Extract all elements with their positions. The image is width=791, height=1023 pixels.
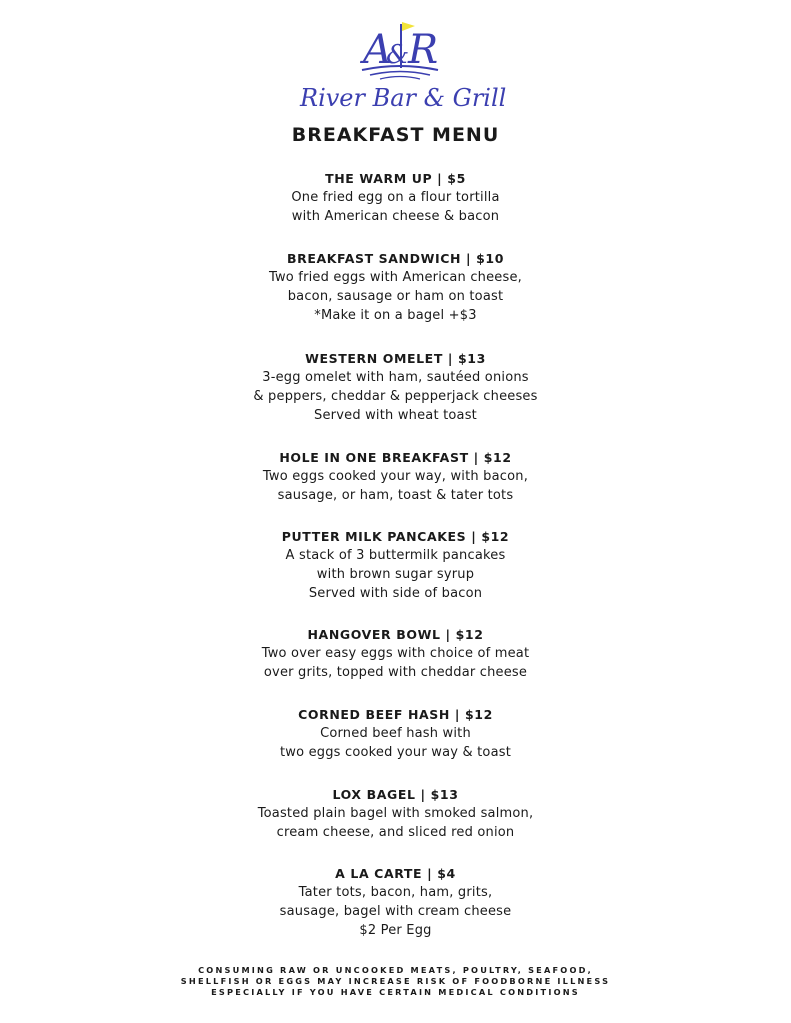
logo-monogram-r: R: [408, 27, 439, 73]
menu-item-description: over grits, topped with cheddar cheese: [263, 665, 528, 680]
menu-item-description: $2 Per Egg: [359, 923, 432, 938]
menu-item: [0, 786, 791, 842]
menu-item-description: Tater tots, bacon, ham, grits,: [298, 885, 493, 900]
menu-item: [0, 626, 791, 682]
menu-item-description: with brown sugar syrup: [316, 567, 475, 582]
menu-item-name: LOX BAGEL | $13: [332, 787, 459, 802]
menu-item: [0, 250, 791, 325]
menu-item-description: Served with side of bacon: [308, 586, 483, 601]
menu-item-name: HOLE IN ONE BREAKFAST | $12: [279, 450, 512, 465]
disclaimer-line: CONSUMING RAW OR UNCOOKED MEATS, POULTRY, SEAFOOD,: [198, 965, 593, 975]
menu-item-description: with American cheese & bacon: [291, 209, 500, 224]
menu-item-name: BREAKFAST SANDWICH | $10: [286, 251, 505, 266]
logo-monogram-amp: &: [386, 40, 410, 70]
menu-item-name: PUTTER MILK PANCAKES | $12: [281, 529, 510, 544]
restaurant-logo: [300, 18, 507, 114]
menu-item: [0, 170, 791, 226]
menu-item-name: THE WARM UP | $5: [325, 171, 466, 186]
menu-item-description: Two fried eggs with American cheese,: [268, 270, 523, 285]
page-title: BREAKFAST MENU: [291, 124, 500, 146]
menu-item-description: two eggs cooked your way & toast: [279, 745, 512, 760]
disclaimer-line: SHELLFISH OR EGGS MAY INCREASE RISK OF FOODBORNE ILLNESS: [180, 976, 611, 986]
menu-item-description: bacon, sausage or ham on toast: [287, 289, 504, 304]
menu-item: [0, 528, 791, 603]
menu-item-description: Corned beef hash with: [320, 726, 471, 741]
menu-item-name: HANGOVER BOWL | $12: [307, 627, 484, 642]
menu-item-description: *Make it on a bagel +$3: [314, 308, 477, 323]
menu-item-description: 3-egg omelet with ham, sautéed onions: [262, 370, 529, 385]
menu-item-name: A LA CARTE | $4: [335, 866, 456, 881]
menu-item-description: Toasted plain bagel with smoked salmon,: [257, 806, 534, 821]
logo-monogram-a: A: [363, 27, 392, 73]
menu-item: [0, 449, 791, 505]
menu-item: [0, 350, 791, 425]
menu-item-description: sausage, bagel with cream cheese: [279, 904, 512, 919]
menu-item-description: Two eggs cooked your way, with bacon,: [262, 469, 529, 484]
menu-item: [0, 865, 791, 940]
menu-item-description: sausage, or ham, toast & tater tots: [277, 488, 514, 503]
menu-item-description: & peppers, cheddar & pepperjack cheeses: [253, 389, 538, 404]
logo-script-text: River Bar & Grill: [300, 84, 507, 112]
menu-item-description: One fried egg on a flour tortilla: [291, 190, 500, 205]
menu-item-name: WESTERN OMELET | $13: [305, 351, 486, 366]
menu-item-name: CORNED BEEF HASH | $12: [298, 707, 493, 722]
menu-item: [0, 706, 791, 762]
health-disclaimer: [0, 965, 791, 998]
menu-item-description: A stack of 3 buttermilk pancakes: [285, 548, 506, 563]
menu-item-description: Two over easy eggs with choice of meat: [261, 646, 530, 661]
menu-item-description: Served with wheat toast: [314, 408, 477, 423]
disclaimer-line: ESPECIALLY IF YOU HAVE CERTAIN MEDICAL CONDITIONS: [211, 987, 580, 997]
menu-item-description: cream cheese, and sliced red onion: [276, 825, 515, 840]
